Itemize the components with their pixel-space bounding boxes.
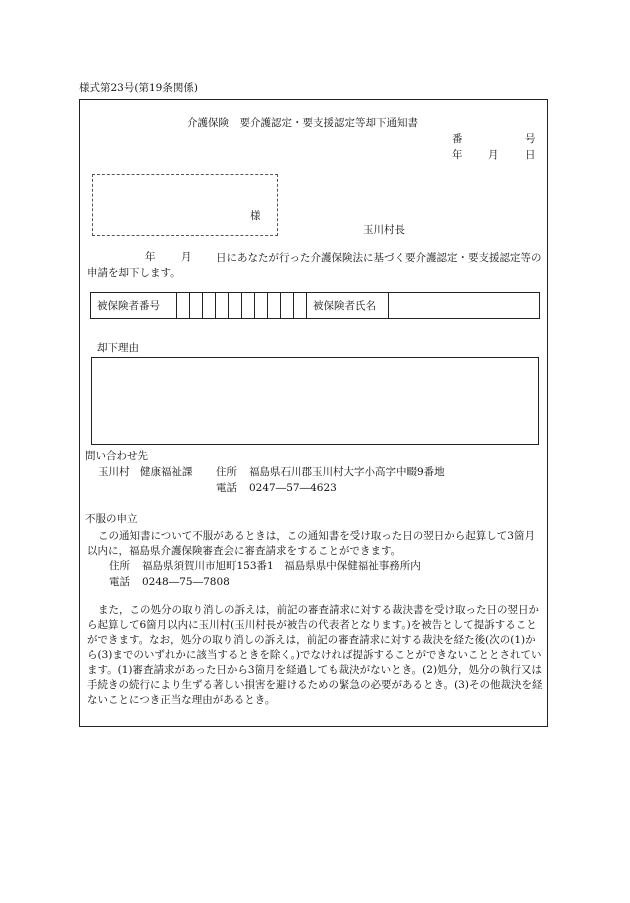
reason-field[interactable] <box>91 357 539 445</box>
insured-digit-7[interactable] <box>255 293 268 318</box>
lawsuit-paragraph: また，この処分の取り消しの訴えは，前記の審査請求に対する裁決書を受け取った日の翌日から起算して6箇月以内に玉川村(玉川村長が被告の代表者となります。)を被告として提訴することができます。なお，処分の取り消しの訴えは，前記の審査請求に対する裁決を経た後(次の(1)から(3)までのいずれかに該当するときを除く。)でなければ提訴することができないこととされています。(1)審査請求があった日から3箇月を経過しても裁決がないとき。(2)処分，処分の執行又は手続きの続行により生ずる著しい損害を避けるための緊急の必要があるとき。(3)その他裁決を経ないことにつき正当な理由があるとき。 <box>87 604 543 706</box>
contact-dept: 玉川村 健康福祉課 <box>98 466 193 478</box>
appeal-label: 不服の申立 <box>85 513 138 525</box>
insured-digit-4[interactable] <box>216 293 229 318</box>
date-day: 日 <box>525 149 536 161</box>
appeal-tel: 0248―75―7808 <box>142 576 230 588</box>
notice-year: 年 <box>145 251 156 263</box>
document-title: 介護保険 要介護認定・要支援認定等却下通知書 <box>187 117 418 129</box>
insured-number-label-cell <box>91 293 177 318</box>
contact-tel-label: 電話 <box>216 482 237 494</box>
contact-addr-label: 住所 <box>216 466 237 478</box>
addressee-box[interactable] <box>92 174 278 236</box>
appeal-addr-label: 住所 <box>109 560 130 572</box>
insured-name-field[interactable] <box>389 293 539 318</box>
insured-name-label-cell <box>307 293 389 318</box>
ref-go: 号 <box>525 133 536 145</box>
contact-addr: 福島県石川郡玉川村大字小高字中畷9番地 <box>249 466 445 478</box>
insured-digit-2[interactable] <box>190 293 203 318</box>
insured-table <box>90 292 540 319</box>
insured-digit-5[interactable] <box>229 293 242 318</box>
appeal-body: この通知書について不服があるときは，この通知書を受け取った日の翌日から起算して3箇月以内に，福島県介護保険審査会に審査請求をすることができます。 <box>87 530 535 557</box>
contact-tel: 0247―57―4623 <box>249 482 337 494</box>
reason-label: 却下理由 <box>97 342 139 354</box>
form-number: 様式第23号(第19条関係) <box>79 82 198 94</box>
contact-label: 問い合わせ先 <box>85 450 148 462</box>
insured-digit-1[interactable] <box>177 293 190 318</box>
insured-digit-6[interactable] <box>242 293 255 318</box>
insured-name-label: 被保険者氏名 <box>313 300 376 312</box>
notice-month: 月 <box>181 251 192 263</box>
issuer-name: 玉川村長 <box>363 224 405 236</box>
insured-digit-3[interactable] <box>203 293 216 318</box>
addressee-sama: 様 <box>250 210 261 222</box>
appeal-tel-label: 電話 <box>109 576 130 588</box>
appeal-addr: 福島県須賀川市旭町153番1 福島県県中保健福祉事務所内 <box>142 560 421 572</box>
date-year: 年 <box>452 149 463 161</box>
insured-digit-9[interactable] <box>281 293 294 318</box>
notice-body: 日にあなたが行った介護保険法に基づく要介護認定・要支援認定等の申請を却下します。 <box>87 252 542 279</box>
insured-digit-10[interactable] <box>294 293 307 318</box>
insured-number-label: 被保険者番号 <box>97 300 160 312</box>
date-month: 月 <box>488 149 499 161</box>
insured-digit-8[interactable] <box>268 293 281 318</box>
ref-ban: 番 <box>452 133 463 145</box>
